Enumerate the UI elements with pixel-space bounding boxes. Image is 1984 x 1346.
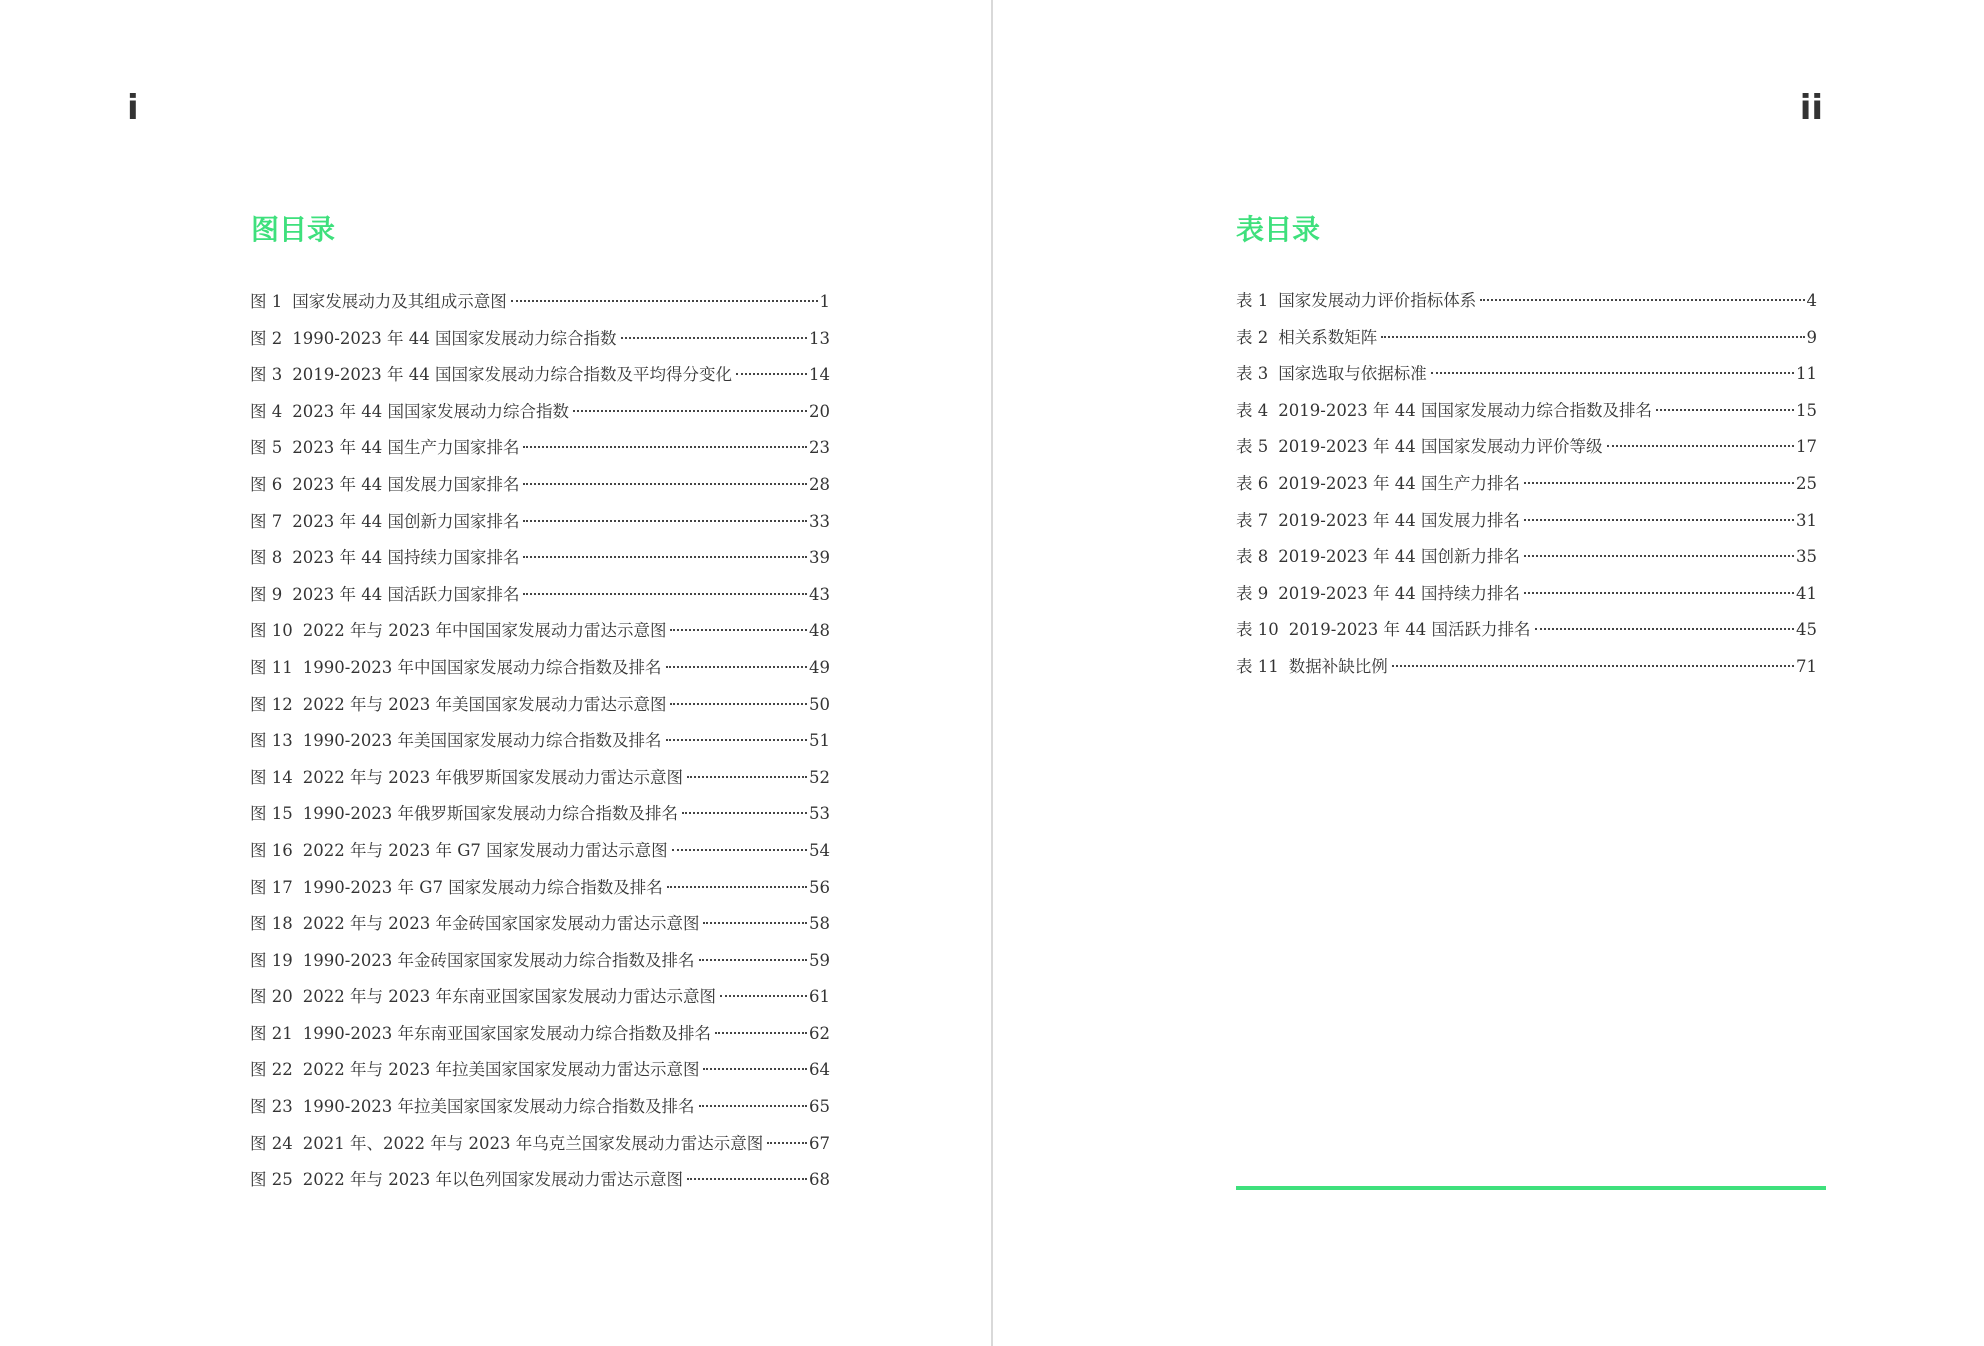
dot-leader xyxy=(670,703,807,705)
toc-entry[interactable] xyxy=(1236,616,1817,653)
entry-title: 2021 年、2022 年与 2023 年乌克兰国家发展动力雷达示意图 xyxy=(302,1133,764,1153)
entry-number: 图 24 xyxy=(250,1133,293,1153)
toc-entry[interactable] xyxy=(250,1166,830,1203)
right-page xyxy=(993,0,1984,1346)
entry-title: 2023 年 44 国发展力国家排名 xyxy=(292,474,520,494)
entry-number: 图 18 xyxy=(250,914,293,934)
entry-number: 图 2 xyxy=(250,328,283,348)
toc-entry[interactable] xyxy=(1236,433,1817,470)
entry-number: 表 7 xyxy=(1236,510,1269,530)
entry-page-number: 23 xyxy=(809,438,830,458)
entry-title: 1990-2023 年金砖国家国家发展动力综合指数及排名 xyxy=(302,950,695,970)
entry-page-number: 28 xyxy=(809,474,830,494)
entry-number: 图 7 xyxy=(250,511,283,531)
entry-number: 图 11 xyxy=(250,657,293,677)
entry-title: 2023 年 44 国持续力国家排名 xyxy=(292,548,520,568)
entry-page-number: 33 xyxy=(809,511,830,531)
entry-page-number: 48 xyxy=(809,621,830,641)
entry-page-number: 62 xyxy=(809,1023,830,1043)
dot-leader xyxy=(1381,336,1804,338)
entry-page-number: 49 xyxy=(809,657,830,677)
toc-entry[interactable] xyxy=(250,398,830,435)
entry-number: 表 8 xyxy=(1236,547,1269,567)
toc-entry[interactable] xyxy=(250,910,830,947)
dot-leader xyxy=(1524,555,1794,557)
entry-title: 国家发展动力及其组成示意图 xyxy=(292,292,507,311)
entry-title: 2023 年 44 国国家发展动力综合指数 xyxy=(292,401,569,421)
dot-leader xyxy=(736,373,807,375)
entry-page-number: 39 xyxy=(809,548,830,568)
page-number: i xyxy=(127,88,139,128)
entry-number: 图 10 xyxy=(250,621,293,641)
entry-page-number: 13 xyxy=(809,328,830,348)
entry-page-number: 71 xyxy=(1796,656,1817,676)
entry-number: 表 9 xyxy=(1236,583,1269,603)
entry-title: 1990-2023 年拉美国家国家发展动力综合指数及排名 xyxy=(302,1097,695,1117)
toc-entry[interactable] xyxy=(250,1130,830,1167)
entry-page-number: 51 xyxy=(809,731,830,751)
entry-page-number: 52 xyxy=(809,767,830,787)
toc-entry[interactable] xyxy=(250,1020,830,1057)
entry-page-number: 54 xyxy=(809,840,830,860)
entry-number: 图 6 xyxy=(250,474,283,494)
dot-leader xyxy=(699,1105,807,1107)
dot-leader xyxy=(523,593,807,595)
dot-leader xyxy=(1535,628,1794,630)
footer-rule xyxy=(1236,1186,1826,1190)
entry-title: 1990-2023 年东南亚国家国家发展动力综合指数及排名 xyxy=(302,1023,712,1043)
toc-entry[interactable] xyxy=(250,617,830,654)
dot-leader xyxy=(715,1032,807,1034)
toc-entry[interactable] xyxy=(250,691,830,728)
toc-entry[interactable] xyxy=(250,947,830,984)
entry-number: 表 2 xyxy=(1236,327,1269,347)
dot-leader xyxy=(1607,445,1794,447)
dot-leader xyxy=(511,300,818,302)
entry-page-number: 64 xyxy=(809,1060,830,1080)
entry-page-number: 68 xyxy=(809,1170,830,1190)
entry-number: 图 3 xyxy=(250,365,283,385)
entry-page-number: 14 xyxy=(809,365,830,385)
entry-title: 1990-2023 年美国国家发展动力综合指数及排名 xyxy=(302,731,662,751)
entry-page-number: 58 xyxy=(809,914,830,934)
toc-entry[interactable] xyxy=(1236,324,1817,361)
toc-entry[interactable] xyxy=(250,288,830,325)
entry-page-number: 9 xyxy=(1806,327,1817,347)
toc-entry[interactable] xyxy=(1236,287,1817,324)
toc-entry[interactable] xyxy=(250,544,830,581)
dot-leader xyxy=(1480,299,1804,301)
entry-title: 1990-2023 年 44 国国家发展动力综合指数 xyxy=(292,328,617,348)
toc-entry[interactable] xyxy=(250,581,830,618)
toc-entry[interactable] xyxy=(250,983,830,1020)
entry-number: 图 14 xyxy=(250,767,293,787)
entry-title: 2019-2023 年 44 国活跃力排名 xyxy=(1288,620,1531,640)
entry-page-number: 53 xyxy=(809,804,830,824)
entry-number: 表 3 xyxy=(1236,364,1269,384)
entry-page-number: 41 xyxy=(1796,583,1817,603)
left-page xyxy=(0,0,991,1346)
entry-title: 1990-2023 年 G7 国家发展动力综合指数及排名 xyxy=(302,877,663,897)
entry-number: 表 1 xyxy=(1236,291,1269,310)
entry-title: 2022 年与 2023 年拉美国家国家发展动力雷达示意图 xyxy=(302,1060,700,1080)
entry-number: 图 4 xyxy=(250,401,283,421)
entry-number: 图 17 xyxy=(250,877,293,897)
toc-entry[interactable] xyxy=(1236,470,1817,507)
dot-leader xyxy=(1524,519,1794,521)
dot-leader xyxy=(621,337,807,339)
toc-entry[interactable] xyxy=(1236,653,1817,690)
entry-page-number: 20 xyxy=(809,401,830,421)
dot-leader xyxy=(1524,482,1794,484)
dot-leader xyxy=(523,483,807,485)
entry-number: 表 4 xyxy=(1236,400,1269,420)
entry-title: 2019-2023 年 44 国生产力排名 xyxy=(1278,473,1521,493)
toc-entry[interactable] xyxy=(250,434,830,471)
entry-page-number: 43 xyxy=(809,584,830,604)
dot-leader xyxy=(687,776,807,778)
entry-number: 图 23 xyxy=(250,1097,293,1117)
dot-leader xyxy=(523,556,807,558)
entry-number: 图 13 xyxy=(250,731,293,751)
dot-leader xyxy=(1524,592,1794,594)
entry-number: 图 5 xyxy=(250,438,283,458)
entry-title: 相关系数矩阵 xyxy=(1278,327,1378,347)
dot-leader xyxy=(523,446,807,448)
entry-number: 图 16 xyxy=(250,840,293,860)
dot-leader xyxy=(573,410,807,412)
entry-title: 1990-2023 年中国国家发展动力综合指数及排名 xyxy=(302,657,662,677)
table-index-heading: 表目录 xyxy=(1236,213,1321,246)
entry-title: 2022 年与 2023 年金砖国家国家发展动力雷达示意图 xyxy=(302,914,700,934)
entry-title: 2023 年 44 国创新力国家排名 xyxy=(292,511,520,531)
toc-entry[interactable] xyxy=(1236,580,1817,617)
dot-leader xyxy=(667,886,807,888)
entry-title: 2023 年 44 国生产力国家排名 xyxy=(292,438,520,458)
entry-title: 国家选取与依据标准 xyxy=(1278,364,1427,384)
figure-index-heading: 图目录 xyxy=(251,213,336,246)
dot-leader xyxy=(699,959,807,961)
toc-entry[interactable] xyxy=(250,654,830,691)
page-number: ii xyxy=(1799,88,1823,128)
entry-title: 2022 年与 2023 年以色列国家发展动力雷达示意图 xyxy=(302,1170,683,1190)
dot-leader xyxy=(1656,409,1794,411)
toc-entry[interactable] xyxy=(250,874,830,911)
dot-leader xyxy=(720,995,807,997)
dot-leader xyxy=(703,922,807,924)
entry-title: 国家发展动力评价指标体系 xyxy=(1278,291,1477,310)
toc-entry[interactable] xyxy=(250,325,830,362)
toc-entry[interactable] xyxy=(1236,543,1817,580)
dot-leader xyxy=(703,1068,807,1070)
entry-number: 图 12 xyxy=(250,694,293,714)
entry-title: 数据补缺比例 xyxy=(1288,656,1388,676)
toc-entry[interactable] xyxy=(250,471,830,508)
toc-entry[interactable] xyxy=(250,508,830,545)
toc-entry[interactable] xyxy=(1236,360,1817,397)
entry-page-number: 25 xyxy=(1796,473,1817,493)
entry-title: 2019-2023 年 44 国发展力排名 xyxy=(1278,510,1521,530)
entry-page-number: 45 xyxy=(1796,620,1817,640)
entry-number: 表 6 xyxy=(1236,473,1269,493)
dot-leader xyxy=(672,849,807,851)
entry-page-number: 65 xyxy=(809,1097,830,1117)
toc-entry[interactable] xyxy=(250,837,830,874)
entry-title: 2022 年与 2023 年俄罗斯国家发展动力雷达示意图 xyxy=(302,767,683,787)
entry-title: 2019-2023 年 44 国国家发展动力综合指数及平均得分变化 xyxy=(292,365,733,385)
toc-entry[interactable] xyxy=(1236,507,1817,544)
toc-entry[interactable] xyxy=(1236,397,1817,434)
entry-page-number: 56 xyxy=(809,877,830,897)
dot-leader xyxy=(682,812,807,814)
dot-leader xyxy=(767,1142,807,1144)
entry-page-number: 35 xyxy=(1796,547,1817,567)
entry-number: 表 10 xyxy=(1236,620,1279,640)
dot-leader xyxy=(523,520,807,522)
dot-leader xyxy=(1392,665,1794,667)
entry-page-number: 31 xyxy=(1796,510,1817,530)
entry-page-number: 61 xyxy=(809,987,830,1007)
entry-number: 图 8 xyxy=(250,548,283,568)
entry-title: 1990-2023 年俄罗斯国家发展动力综合指数及排名 xyxy=(302,804,679,824)
entry-title: 2019-2023 年 44 国创新力排名 xyxy=(1278,547,1521,567)
toc-entry[interactable] xyxy=(250,1093,830,1130)
entry-title: 2022 年与 2023 年 G7 国家发展动力雷达示意图 xyxy=(302,840,668,860)
entry-page-number: 11 xyxy=(1796,364,1817,384)
table-index-list xyxy=(1236,287,1817,690)
entry-title: 2023 年 44 国活跃力国家排名 xyxy=(292,584,520,604)
entry-title: 2022 年与 2023 年中国国家发展动力雷达示意图 xyxy=(302,621,667,641)
toc-entry[interactable] xyxy=(250,727,830,764)
entry-number: 图 15 xyxy=(250,804,293,824)
toc-entry[interactable] xyxy=(250,361,830,398)
entry-number: 图 20 xyxy=(250,987,293,1007)
entry-number: 图 25 xyxy=(250,1170,293,1190)
entry-number: 表 11 xyxy=(1236,656,1279,676)
toc-entry[interactable] xyxy=(250,800,830,837)
entry-page-number: 4 xyxy=(1806,291,1817,310)
entry-number: 图 22 xyxy=(250,1060,293,1080)
toc-entry[interactable] xyxy=(250,1056,830,1093)
toc-entry[interactable] xyxy=(250,764,830,801)
entry-page-number: 50 xyxy=(809,694,830,714)
entry-page-number: 67 xyxy=(809,1133,830,1153)
dot-leader xyxy=(1431,372,1794,374)
figure-index-list xyxy=(250,288,830,1203)
entry-number: 图 9 xyxy=(250,584,283,604)
entry-number: 表 5 xyxy=(1236,437,1269,457)
dot-leader xyxy=(670,629,807,631)
entry-page-number: 1 xyxy=(819,292,830,311)
entry-page-number: 15 xyxy=(1796,400,1817,420)
dot-leader xyxy=(666,666,807,668)
entry-page-number: 17 xyxy=(1796,437,1817,457)
entry-title: 2019-2023 年 44 国持续力排名 xyxy=(1278,583,1521,603)
entry-number: 图 1 xyxy=(250,292,283,311)
entry-title: 2022 年与 2023 年美国国家发展动力雷达示意图 xyxy=(302,694,667,714)
dot-leader xyxy=(687,1178,807,1180)
entry-title: 2019-2023 年 44 国国家发展动力综合指数及排名 xyxy=(1278,400,1653,420)
entry-title: 2022 年与 2023 年东南亚国家国家发展动力雷达示意图 xyxy=(302,987,716,1007)
entry-number: 图 19 xyxy=(250,950,293,970)
entry-number: 图 21 xyxy=(250,1023,293,1043)
dot-leader xyxy=(666,739,807,741)
entry-title: 2019-2023 年 44 国国家发展动力评价等级 xyxy=(1278,437,1603,457)
entry-page-number: 59 xyxy=(809,950,830,970)
